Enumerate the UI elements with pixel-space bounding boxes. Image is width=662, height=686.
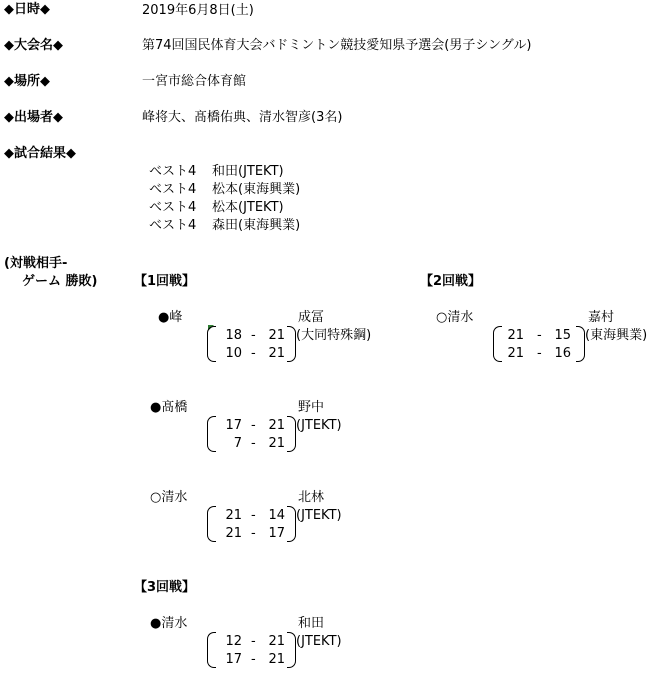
score-own: 21 (507, 346, 524, 361)
score-own: 18 (225, 328, 242, 343)
score-opp: 17 (268, 526, 285, 541)
right-bracket-icon (576, 326, 585, 362)
score-own: 10 (225, 346, 242, 361)
result-name: 和田(JTEKT) (212, 164, 284, 179)
player-result: ●峰 (158, 310, 183, 325)
opponent-name: 北林 (298, 490, 325, 505)
event-value: 第74回国民体育大会バドミントン競技愛知県予選会(男子シングル) (142, 38, 532, 53)
round1-heading: 【1回戦】 (134, 274, 196, 289)
score-own: 17 (225, 418, 242, 433)
opponent-name: 野中 (298, 400, 325, 415)
score-opp: 16 (554, 346, 571, 361)
score-opp: 21 (268, 418, 285, 433)
opponent-team: (JTEKT) (296, 418, 342, 433)
score-dash: - (251, 346, 256, 361)
score-dash: - (251, 436, 256, 451)
score-own: 21 (225, 508, 242, 523)
result-rank: ベスト4 (149, 218, 197, 233)
legend-line-1: (対戦相手- (4, 256, 68, 271)
result-name: 松本(JTEKT) (212, 200, 284, 215)
date-value: 2019年6月8日(土) (142, 3, 254, 18)
score-opp: 21 (268, 652, 285, 667)
left-bracket-icon (207, 416, 216, 452)
score-dash: - (251, 634, 256, 649)
score-opp: 21 (268, 346, 285, 361)
score-own: 17 (225, 652, 242, 667)
result-rank: ベスト4 (149, 200, 197, 215)
venue-value: 一宮市総合体育館 (142, 74, 247, 89)
player-result: ○清水 (436, 310, 474, 325)
right-bracket-icon (287, 506, 296, 542)
legend-line-2: ゲーム 勝敗) (22, 274, 98, 289)
result-rank: ベスト4 (149, 164, 197, 179)
score-own: 21 (225, 526, 242, 541)
round2-heading: 【2回戦】 (420, 274, 482, 289)
score-opp: 21 (268, 634, 285, 649)
score-dash: - (537, 346, 542, 361)
venue-label: ◆場所◆ (4, 74, 50, 89)
score-dash: - (537, 328, 542, 343)
opponent-name: 和田 (298, 616, 325, 631)
opponent-name: 嘉村 (588, 310, 615, 325)
score-dash: - (251, 652, 256, 667)
score-own: 21 (507, 328, 524, 343)
score-opp: 21 (268, 436, 285, 451)
score-opp: 14 (268, 508, 285, 523)
player-result: ●髙橋 (150, 400, 188, 415)
right-bracket-icon (287, 632, 296, 668)
score-opp: 21 (268, 328, 285, 343)
left-bracket-icon (493, 326, 502, 362)
opponent-team: (JTEKT) (296, 634, 342, 649)
opponent-team: (東海興業) (585, 328, 648, 343)
players-value: 峰将大、髙橋佑典、清水智彦(3名) (142, 110, 343, 125)
score-own: 12 (225, 634, 242, 649)
left-bracket-icon (207, 632, 216, 668)
opponent-team: (JTEKT) (296, 508, 342, 523)
date-label: ◆日時◆ (4, 2, 50, 17)
result-rank: ベスト4 (149, 182, 197, 197)
score-opp: 15 (554, 328, 571, 343)
result-name: 松本(東海興業) (212, 182, 301, 197)
event-label: ◆大会名◆ (4, 38, 63, 53)
result-name: 森田(東海興業) (212, 218, 301, 233)
score-dash: - (251, 508, 256, 523)
score-dash: - (251, 418, 256, 433)
round3-heading: 【3回戦】 (134, 580, 196, 595)
opponent-name: 成冨 (298, 310, 325, 325)
left-bracket-icon (207, 326, 216, 362)
opponent-team: (大同特殊鋼) (296, 328, 372, 343)
right-bracket-icon (287, 416, 296, 452)
player-result: ●清水 (150, 616, 188, 631)
score-own: 7 (233, 436, 242, 451)
left-bracket-icon (207, 506, 216, 542)
player-result: ○清水 (150, 490, 188, 505)
players-label: ◆出場者◆ (4, 110, 63, 125)
right-bracket-icon (287, 326, 296, 362)
results-label: ◆試合結果◆ (4, 146, 76, 161)
score-dash: - (251, 328, 256, 343)
score-dash: - (251, 526, 256, 541)
